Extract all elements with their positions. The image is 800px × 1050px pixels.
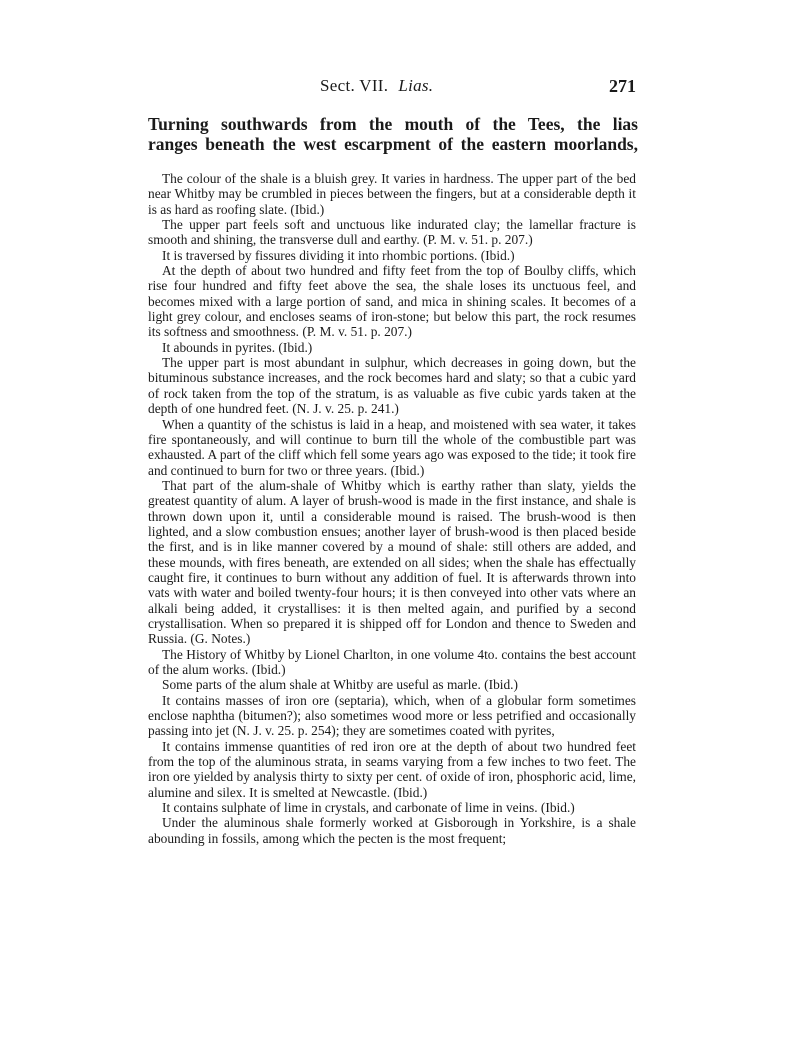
paragraph: Some parts of the alum shale at Whitby are useful as marle. (Ibid.) — [162, 677, 518, 693]
running-head — [320, 76, 433, 96]
paragraph: At the depth of about two hundred and fifty feet from the top of Boulby cliffs, which rise four hundred and fifty feet above the sea, the shale loses its unctuous feel, and becomes mixed with a large portion of sand, and mica in shining scales. It becomes of a light grey colour, and encloses seams of iron-stone; but below this part, the rock resumes its softness and smoothness. (P. M. v. 51. p. 207.) — [148, 263, 636, 340]
paragraph: When a quantity of the schistus is laid in a heap, and moistened with sea water, it takes fire spontaneously, and will continue to burn till the whole of the combustible part was exhausted. A part of the cliff which fell some years ago was exposed to the tide; it took fire and continued to burn for two or three years. (Ibid.) — [148, 416, 636, 478]
lead-sentence — [148, 114, 638, 154]
paragraph: The colour of the shale is a bluish grey. It varies in hardness. The upper part of the bed near Whitby may be crumbled in pieces between the fingers, but at a considerable depth it is as hard as roofing slate. (Ibid.) — [148, 171, 636, 217]
paragraph: Under the aluminous shale formerly worked at Gisborough in Yorkshire, is a shale abounding in fossils, among which the pecten is the most frequent; — [148, 815, 636, 846]
subject-label: Lias. — [398, 76, 434, 95]
paragraph: The upper part is most abundant in sulphur, which decreases in going down, but the bituminous substance increases, and the rock becomes hard and slaty; so that a cubic yard of rock taken from the top of the stratum, is as valuable as five cubic yards taken at the depth of one hundred feet. (N. J. v. 25. p. 241.) — [148, 355, 636, 417]
body-text — [148, 171, 636, 846]
paragraph: The upper part feels soft and unctuous like indurated clay; the lamellar fracture is smooth and shining, the transverse dull and earthy. (P. M. v. 51. p. 207.) — [148, 217, 636, 248]
section-label: Sect. VII. — [320, 76, 389, 95]
paragraph: It contains immense quantities of red iron ore at the depth of about two hundred feet from the top of the aluminous strata, in seams varying from a few inches to two feet. The iron ore yielded by analysis thirty to sixty per cent. of oxide of iron, phosphoric acid, lime, alumine and silex. It is smelted at Newcastle. (Ibid.) — [148, 738, 636, 800]
paragraph: That part of the alum-shale of Whitby which is earthy rather than slaty, yields the greatest quantity of alum. A layer of brush-wood is made in the first instance, and shale is thrown down upon it, until a considerable mound is raised. The brush-wood is then lighted, and a slow combustion ensues; another layer of brush-wood is then placed beside the first, and is in like manner covered by a mound of shale: still others are added, and these mounds, with fires beneath, are extended on all sides; when the shale has effectually caught fire, it continues to burn without any addition of fuel. It is afterwards thrown into vats with water and boiled twenty-four hours; it is then conveyed into other vats where an alkali being added, it crystallises: it is then melted again, and purified by a second crystallisation. When so prepared it is shipped off for London and thence to Sweden and Russia. (G. Notes.) — [148, 477, 636, 647]
page-number: 271 — [609, 76, 636, 96]
paragraph: The History of Whitby by Lionel Charlton, in one volume 4to. contains the best account of the alum works. (Ibid.) — [148, 646, 636, 677]
lead-line-1: Turning southwards from the mouth of the Tees, the lias — [148, 114, 638, 134]
paragraph: It contains masses of iron ore (septaria), which, when of a globular form sometimes enclose naphtha (bitumen?); also sometimes wood more or less petrified and occasionally passing into jet (N. J. v. 25. p. 254); they are sometimes coated with pyrites, — [148, 692, 636, 739]
paragraph: It contains sulphate of lime in crystals, and carbonate of lime in veins. (Ibid.) — [162, 800, 575, 816]
paragraph: It abounds in pyrites. (Ibid.) — [162, 339, 313, 355]
lead-line-2: ranges beneath the west escarpment of the eastern moorlands, — [148, 134, 638, 154]
paragraph: It is traversed by fissures dividing it into rhombic portions. (Ibid.) — [162, 247, 515, 263]
page-header — [148, 76, 636, 100]
